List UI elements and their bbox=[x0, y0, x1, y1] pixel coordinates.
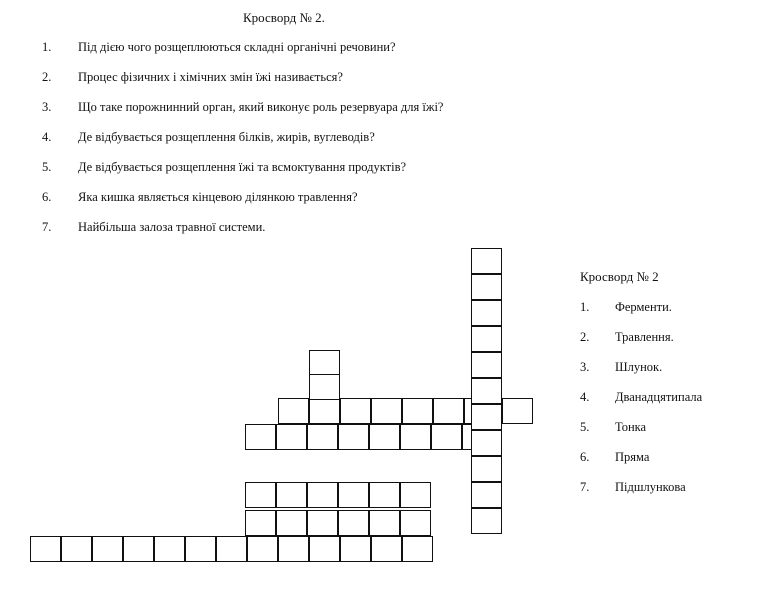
answer-item bbox=[580, 300, 672, 315]
grid-cell bbox=[502, 398, 533, 424]
grid-cell bbox=[402, 536, 433, 562]
grid-cell bbox=[276, 510, 307, 536]
answer-text: Підшлункова bbox=[615, 480, 686, 494]
grid-cell bbox=[61, 536, 92, 562]
grid-cell bbox=[309, 398, 340, 424]
grid-cell bbox=[276, 482, 307, 508]
grid-cell bbox=[30, 536, 61, 562]
answer-item bbox=[580, 360, 662, 375]
grid-cell bbox=[276, 424, 307, 450]
answers-title: Кросворд № 2 bbox=[580, 269, 659, 284]
grid-cell bbox=[245, 510, 276, 536]
question-item bbox=[42, 40, 396, 55]
answer-text: Ферменти. bbox=[615, 300, 672, 314]
grid-cell bbox=[471, 482, 502, 508]
grid-cell bbox=[471, 326, 502, 352]
grid-cell bbox=[247, 536, 278, 562]
grid-cell bbox=[371, 398, 402, 424]
answer-text: Травлення. bbox=[615, 330, 674, 344]
grid-cell bbox=[245, 424, 276, 450]
grid-cell bbox=[123, 536, 154, 562]
grid-cell bbox=[307, 482, 338, 508]
grid-cell bbox=[433, 398, 464, 424]
grid-cell bbox=[400, 482, 431, 508]
answer-text: Пряма bbox=[615, 450, 650, 464]
grid-cell bbox=[307, 510, 338, 536]
grid-cell bbox=[338, 482, 369, 508]
grid-cell bbox=[369, 424, 400, 450]
grid-cell bbox=[471, 378, 502, 404]
grid-cell bbox=[338, 424, 369, 450]
answer-number: 6. bbox=[580, 450, 590, 464]
grid-cell bbox=[431, 424, 462, 450]
grid-cell bbox=[216, 536, 247, 562]
answer-number: 4. bbox=[580, 390, 590, 404]
answer-item bbox=[580, 420, 646, 435]
grid-cell bbox=[369, 482, 400, 508]
answer-item bbox=[580, 390, 702, 405]
grid-cell bbox=[92, 536, 123, 562]
answer-number: 1. bbox=[580, 300, 590, 314]
answer-number: 3. bbox=[580, 360, 590, 374]
question-text: Де відбувається розщеплення білків, жирів, вуглеводів? bbox=[78, 130, 375, 144]
question-number: 7. bbox=[42, 220, 52, 234]
grid-cell bbox=[278, 536, 309, 562]
answer-number: 2. bbox=[580, 330, 590, 344]
grid-cell bbox=[400, 510, 431, 536]
question-item bbox=[42, 100, 443, 115]
question-item bbox=[42, 160, 406, 175]
grid-cell bbox=[309, 536, 340, 562]
grid-cell bbox=[371, 536, 402, 562]
grid-cell bbox=[309, 350, 340, 376]
answer-text: Дванадцятипала bbox=[615, 390, 703, 404]
page-title: Кросворд № 2. bbox=[243, 10, 325, 25]
grid-cell bbox=[338, 510, 369, 536]
question-text: Де відбувається розщеплення їжі та всмоктування продуктів? bbox=[78, 160, 407, 174]
question-item bbox=[42, 130, 375, 145]
answer-text: Шлунок. bbox=[615, 360, 663, 374]
question-item bbox=[42, 70, 343, 85]
question-number: 2. bbox=[42, 70, 52, 84]
question-item bbox=[42, 190, 358, 205]
grid-cell bbox=[185, 536, 216, 562]
answer-text: Тонка bbox=[615, 420, 647, 434]
grid-cell bbox=[471, 248, 502, 274]
question-text: Найбільша залоза травної системи. bbox=[78, 220, 266, 234]
grid-cell bbox=[340, 398, 371, 424]
grid-cell bbox=[154, 536, 185, 562]
question-text: Що таке порожнинний орган, який виконує роль резервуара для їжі? bbox=[78, 100, 444, 114]
grid-cell bbox=[307, 424, 338, 450]
question-text: Яка кишка являється кінцевою ділянкою травлення? bbox=[78, 190, 358, 204]
answer-number: 5. bbox=[580, 420, 590, 434]
question-number: 4. bbox=[42, 130, 52, 144]
answer-item bbox=[580, 450, 649, 465]
grid-cell bbox=[309, 374, 340, 400]
answer-item bbox=[580, 480, 686, 495]
grid-cell bbox=[340, 536, 371, 562]
grid-cell bbox=[471, 456, 502, 482]
answer-item bbox=[580, 330, 674, 345]
question-number: 6. bbox=[42, 190, 52, 204]
grid-cell bbox=[471, 300, 502, 326]
question-text: Процес фізичних і хімічних змін їжі називається? bbox=[78, 70, 343, 84]
answer-number: 7. bbox=[580, 480, 590, 494]
grid-cell bbox=[400, 424, 431, 450]
question-number: 1. bbox=[42, 40, 52, 54]
grid-cell bbox=[471, 404, 502, 430]
question-number: 3. bbox=[42, 100, 52, 114]
grid-cell bbox=[402, 398, 433, 424]
grid-cell bbox=[278, 398, 309, 424]
grid-cell bbox=[471, 430, 502, 456]
grid-cell bbox=[471, 508, 502, 534]
grid-cell bbox=[471, 352, 502, 378]
grid-cell bbox=[369, 510, 400, 536]
question-item bbox=[42, 220, 265, 235]
grid-cell bbox=[471, 274, 502, 300]
question-number: 5. bbox=[42, 160, 52, 174]
question-text: Під дією чого розщеплюються складні органічні речовини? bbox=[78, 40, 396, 54]
grid-cell bbox=[245, 482, 276, 508]
